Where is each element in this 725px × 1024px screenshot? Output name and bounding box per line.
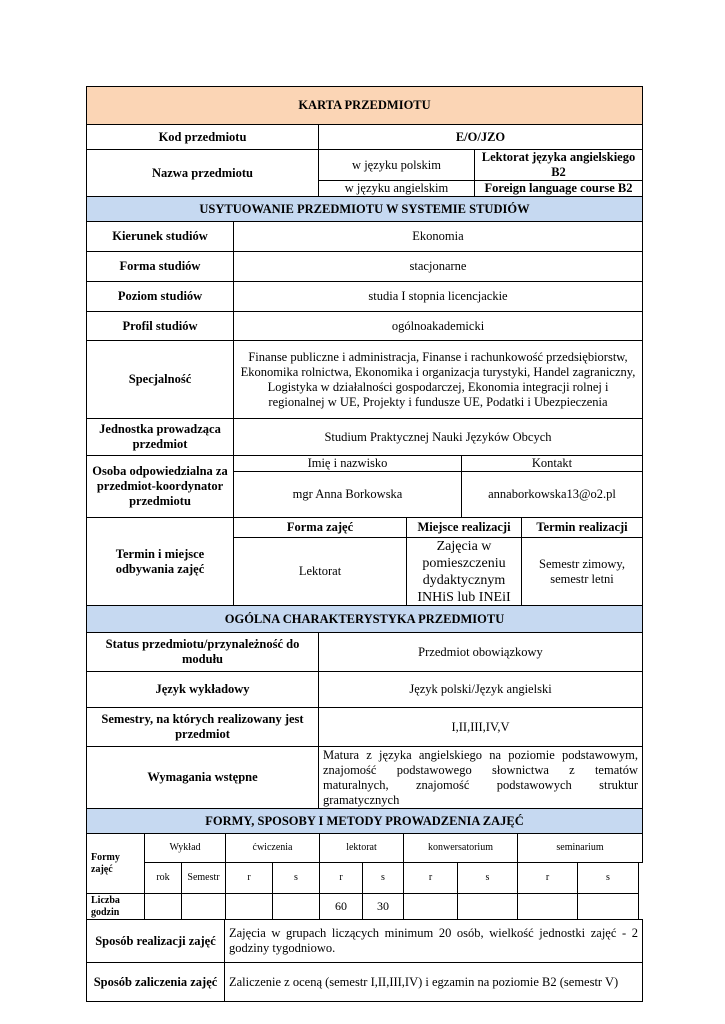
field-value: studia I stopnia licencjackie [233, 281, 643, 312]
field-value: Studium Praktycznej Nauki Języków Obcych [233, 418, 643, 456]
hours-cell [517, 893, 578, 920]
forms-sub-header: r [403, 862, 458, 894]
field-label: Kierunek studiów [86, 221, 234, 252]
field-label: Poziom studiów [86, 281, 234, 312]
field-value: Przedmiot obowiązkowy [318, 632, 643, 672]
name-english-value: Foreign language course B2 [474, 180, 643, 197]
schedule-label: Termin i miejsce odbywania zajęć [86, 517, 234, 606]
forms-sub-header: r [517, 862, 578, 894]
field-value: Ekonomia [233, 221, 643, 252]
schedule-form: Lektorat [233, 537, 407, 606]
schedule-term-header: Termin realizacji [521, 517, 643, 538]
realization-value: Zajęcia w grupach liczących minimum 20 osób, wielkość jednostki zajęć - 2 godziny tygodniowo. [224, 919, 643, 963]
hours-cell [272, 893, 320, 920]
schedule-term: Semestr zimowy, semestr letni [521, 537, 643, 606]
hours-cell-lectorate-s: 30 [362, 893, 404, 920]
section-forms: FORMY, SPOSOBY I METODY PROWADZENIA ZAJĘĆ [86, 808, 643, 834]
hours-cell [403, 893, 458, 920]
coordinator-contact-header: Kontakt [461, 455, 643, 472]
field-label: Forma studiów [86, 251, 234, 282]
name-english-label: w języku angielskim [318, 180, 475, 197]
coordinator-contact: annaborkowska13@o2.pl [461, 471, 643, 518]
card-title: KARTA PRZEDMIOTU [86, 86, 643, 125]
hours-cell [181, 893, 226, 920]
coordinator-label: Osoba odpowiedzialna za przedmiot-koordynator przedmiotu [86, 455, 234, 518]
credit-value: Zaliczenie z oceną (semestr I,II,III,IV) i egzamin na poziomie B2 (semestr V) [224, 962, 643, 1002]
name-polish-value: Lektorat języka angielskiego B2 [474, 149, 643, 181]
field-label: Semestry, na których realizowany jest przedmiot [86, 707, 319, 747]
field-label: Status przedmiotu/przynależność do modułu [86, 632, 319, 672]
forms-sub-header: s [577, 862, 639, 894]
field-value: I,II,III,IV,V [318, 707, 643, 747]
forms-sub-header: r [319, 862, 363, 894]
requirements-value: Matura z języka angielskiego na poziomie podstawowym, znajomość podstawowego słownictwa z tematów maturalnych, znajomość podstawowych struktur gramatycznych [318, 746, 643, 809]
hours-cell [144, 893, 182, 920]
specialization-value: Finanse publiczne i administracja, Finanse i rachunkowość przedsiębiorstw, Ekonomika rolnictwa, Ekonomika i organizacja turystyki, Handel zagraniczny, Logistyka w działalności gospodarczej, Ekonomia integracji rolnej i regionalnej w UE, Projekty i fundusze UE, Podatki i Ubezpieczenia [233, 340, 643, 419]
forms-type-exercises: ćwiczenia [225, 833, 320, 863]
schedule-place: Zajęcia w pomieszczeniu dydaktycznym INHiS lub INEiI [406, 537, 522, 606]
field-label: Specjalność [86, 340, 234, 419]
coordinator-name: mgr Anna Borkowska [233, 471, 462, 518]
hours-cell [457, 893, 518, 920]
forms-sub-header: s [457, 862, 518, 894]
field-value: ogólnoakademicki [233, 311, 643, 341]
field-value: stacjonarne [233, 251, 643, 282]
forms-sub-header: Semestr [181, 862, 226, 894]
section-placement: USYTUOWANIE PRZEDMIOTU W SYSTEMIE STUDIÓW [86, 196, 643, 222]
section-general: OGÓLNA CHARAKTERYSTYKA PRZEDMIOTU [86, 605, 643, 633]
forms-sub-header: rok [144, 862, 182, 894]
schedule-place-header: Miejsce realizacji [406, 517, 522, 538]
forms-label: Formy zajęć [86, 833, 145, 894]
field-label: Profil studiów [86, 311, 234, 341]
forms-type-lectorate: lektorat [319, 833, 404, 863]
forms-sub-header: s [362, 862, 404, 894]
forms-type-conversatorium: konwersatorium [403, 833, 518, 863]
forms-sub-header: s [272, 862, 320, 894]
forms-type-seminar: seminarium [517, 833, 643, 863]
name-label: Nazwa przedmiotu [86, 149, 319, 197]
hours-cell [577, 893, 639, 920]
field-value: Język polski/Język angielski [318, 671, 643, 708]
hours-label: Liczba godzin [86, 893, 145, 920]
realization-label: Sposób realizacji zajęć [86, 919, 225, 963]
forms-sub-header: r [225, 862, 273, 894]
code-label: Kod przedmiotu [86, 124, 319, 150]
hours-cell-lectorate-r: 60 [319, 893, 363, 920]
forms-type-lecture: Wykład [144, 833, 226, 863]
credit-label: Sposób zaliczenia zajęć [86, 962, 225, 1002]
field-label: Wymagania wstępne [86, 746, 319, 809]
hours-cell [225, 893, 273, 920]
code-value: E/O/JZO [318, 124, 643, 150]
coordinator-name-header: Imię i nazwisko [233, 455, 462, 472]
field-label: Język wykładowy [86, 671, 319, 708]
schedule-form-header: Forma zajęć [233, 517, 407, 538]
field-label: Jednostka prowadząca przedmiot [86, 418, 234, 456]
name-polish-label: w języku polskim [318, 149, 475, 181]
